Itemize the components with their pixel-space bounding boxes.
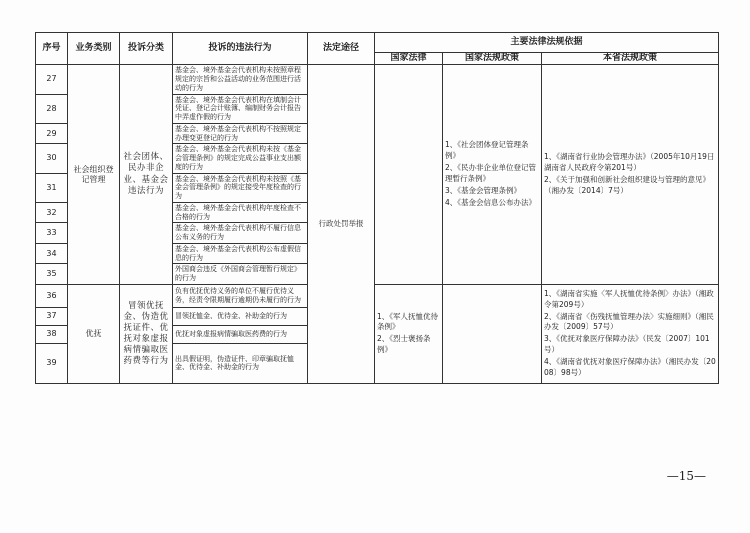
row-number: 29 bbox=[36, 123, 68, 144]
law-item: 1、《军人抚恤优待条例》 bbox=[377, 311, 439, 332]
violation-cell: 出具假证明，伪造证件、印章骗取抚恤金、优待金、补助金的行为 bbox=[173, 343, 308, 383]
regulation-item: 3、《优抚对象医疗保障办法》（民发〔2007〕101号） bbox=[544, 334, 710, 355]
header-national-regulation: 国家法规政策 bbox=[443, 53, 542, 65]
national-law-cell bbox=[375, 65, 443, 285]
regulation-item: 1、《湖南省行业协会管理办法》（2005年10月19日湖南省人民政府令第201号） bbox=[544, 152, 715, 173]
header-seq: 序号 bbox=[36, 33, 68, 65]
law-item: 2、《烈士褒扬条例》 bbox=[377, 334, 431, 355]
row-number: 28 bbox=[36, 94, 68, 123]
provincial-regulation-cell bbox=[542, 65, 719, 285]
header-provincial-regulation: 本省法规政策 bbox=[542, 53, 719, 65]
violation-cell: 基金会、境外基金会代表机构年度检查不合格的行为 bbox=[173, 202, 308, 223]
row-number: 34 bbox=[36, 243, 68, 264]
row-number: 33 bbox=[36, 223, 68, 244]
business-type-cell: 优抚 bbox=[68, 284, 120, 383]
row-number: 39 bbox=[36, 343, 68, 383]
table-row bbox=[36, 284, 719, 307]
provincial-regulation-cell bbox=[542, 284, 719, 383]
violation-cell: 优抚对象虚报病情骗取医药费的行为 bbox=[173, 325, 308, 343]
table-row bbox=[36, 65, 719, 94]
regulation-item: 1、《社会团体登记管理条例》 bbox=[445, 140, 529, 161]
header-legal-route: 法定途径 bbox=[308, 33, 375, 65]
regulation-item: 2、《湖南省〈伤残抚恤管理办法〉实施细则》（湘民办发〔2009〕57号） bbox=[544, 311, 714, 332]
violation-cell: 基金会、境外基金会代表机构公布虚假信息的行为 bbox=[173, 243, 308, 264]
regulation-item: 4、《湖南省优抚对象医疗保障办法》（湘民办发〔2008〕98号） bbox=[544, 357, 716, 377]
header-row bbox=[36, 33, 719, 53]
row-number: 32 bbox=[36, 202, 68, 223]
header-main-basis: 主要法律法规依据 bbox=[375, 33, 719, 53]
regulation-item: 3、《基金会管理条例》 bbox=[445, 185, 522, 195]
row-number: 30 bbox=[36, 144, 68, 173]
regulation-item: 2、《关于加强和创新社会组织建设与管理的意见》（湘办发〔2014〕7号） bbox=[544, 175, 711, 195]
violation-cell: 负有优抚优待义务的单位不履行优待义务，经责令限期履行逾期仍未履行的行为 bbox=[173, 284, 308, 307]
regulation-item: 1、《湖南省实施〈军人抚恤优待条例〉办法》（湘政令第209号） bbox=[544, 288, 714, 309]
legal-route-cell: 行政处罚举报 bbox=[308, 65, 375, 384]
violation-cell: 基金会、境外基金会代表机构未按照章程规定的宗旨和公益活动的业务范围进行活动的行为 bbox=[173, 65, 308, 94]
national-regulation-cell bbox=[443, 65, 542, 285]
header-business-type: 业务类别 bbox=[68, 33, 120, 65]
national-law-cell bbox=[375, 284, 443, 383]
row-number: 36 bbox=[36, 284, 68, 307]
complaint-type-cell: 社会团体、民办非企业、基金会违法行为 bbox=[120, 65, 173, 285]
page-number: —15— bbox=[666, 469, 706, 483]
row-number: 37 bbox=[36, 307, 68, 325]
header-violation: 投诉的违法行为 bbox=[173, 33, 308, 65]
row-number: 35 bbox=[36, 264, 68, 285]
violation-cell: 外国商会违反《外国商会管理暂行规定》的行为 bbox=[173, 264, 308, 285]
violation-cell: 基金会、境外基金会代表机构不履行信息公布义务的行为 bbox=[173, 223, 308, 244]
header-complaint-type: 投诉分类 bbox=[120, 33, 173, 65]
business-type-cell: 社会组织登记管理 bbox=[68, 65, 120, 285]
national-regulation-cell bbox=[443, 284, 542, 383]
regulation-table bbox=[35, 32, 719, 384]
header-national-law: 国家法律 bbox=[375, 53, 443, 65]
row-number: 38 bbox=[36, 325, 68, 343]
violation-cell: 基金会、境外基金会代表机构未按照《基金会管理条例》的规定接受年度检查的行为 bbox=[173, 173, 308, 202]
regulation-item: 2、《民办非企业单位登记管理暂行条例》 bbox=[445, 163, 537, 183]
row-number: 27 bbox=[36, 65, 68, 94]
complaint-type-cell: 冒领优抚金、伪造优抚证件、优抚对象虚报病情骗取医药费等行为 bbox=[120, 284, 173, 383]
violation-cell: 基金会、境外基金会代表机构在填制会计凭证、登记会计账簿、编制财务会计报告中弄虚作假的行为 bbox=[173, 94, 308, 123]
regulation-item: 4、《基金会信息公布办法》 bbox=[445, 197, 537, 207]
violation-cell: 基金会、境外基金会代表机构未按《基金会管理条例》的规定完成公益事业支出额度的行为 bbox=[173, 144, 308, 173]
violation-cell: 冒领抚恤金、优待金、补助金的行为 bbox=[173, 307, 308, 325]
row-number: 31 bbox=[36, 173, 68, 202]
violation-cell: 基金会、境外基金会代表机构不按照规定办理变更登记的行为 bbox=[173, 123, 308, 144]
